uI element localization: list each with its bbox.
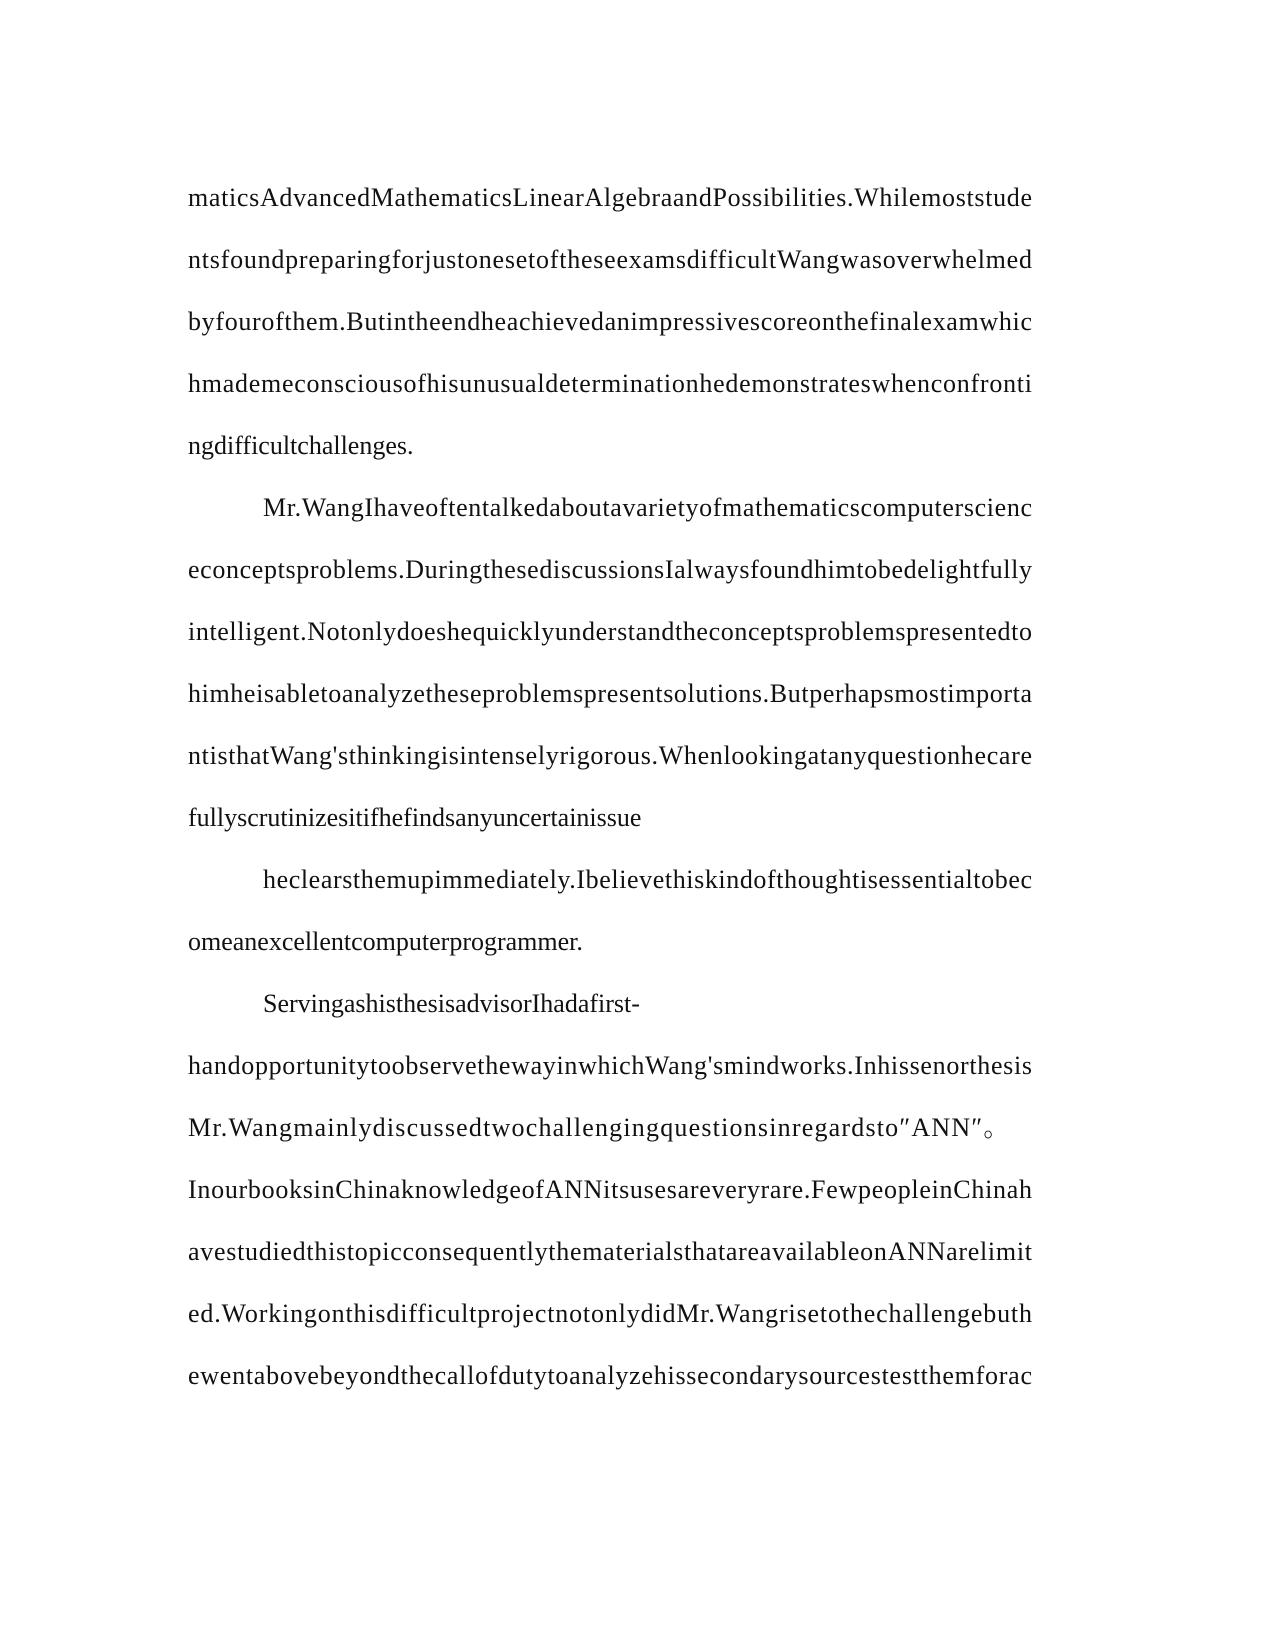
body-text [188, 167, 1088, 1407]
text-line: maticsAdvancedMathematicsLinearAlgebraandPossibilities.Whilemoststude [188, 183, 1033, 212]
text-line: heclearsthemupimmediately.Ibelievethiskindofthoughtisessentialtobec [263, 865, 1033, 894]
text-line: hmademeconsciousofhisunusualdeterminationhedemonstrateswhenconfronti [188, 369, 1033, 398]
text-line: omeanexcellentcomputerprogrammer. [188, 927, 583, 956]
text-line: Mr.WangIhaveoftentalkedaboutavarietyofmathematicscomputerscienc [263, 493, 1033, 522]
text-line: InourbooksinChinaknowledgeofANNitsusesareveryrare.FewpeopleinChinah [188, 1175, 1033, 1204]
text-line: ntisthatWang'sthinkingisintenselyrigorous.Whenlookingatanyquestionhecare [188, 741, 1033, 770]
text-line: avestudiedthistopicconsequentlythematerialsthatareavailableonANNarelimit [188, 1237, 1033, 1266]
text-line: Mr.Wangmainlydiscussedtwochallengingquestionsinregardsto″ANN″。 [188, 1113, 1011, 1142]
text-line: ed.WorkingonthisdifficultprojectnotonlydidMr.Wangrisetothechallengebuth [188, 1299, 1033, 1328]
text-line: ewentabovebeyondthecallofdutytoanalyzehissecondarysourcestestthemforac [188, 1361, 1033, 1390]
text-line: econceptsproblems.DuringthesediscussionsIalwaysfoundhimtobedelightfully [188, 555, 1033, 584]
text-line: ntsfoundpreparingforjustonesetoftheseexamsdifficultWangwasoverwhelmed [188, 245, 1033, 274]
text-line: himheisabletoanalyzetheseproblemspresentsolutions.Butperhapsmostimporta [188, 679, 1033, 708]
text-line: fullyscrutinizesitifhefindsanyuncertainissue [188, 803, 642, 832]
text-line: intelligent.Notonlydoeshequicklyunderstandtheconceptsproblemspresentedto [188, 617, 1033, 646]
text-line: ServingashisthesisadvisorIhadafirst- [263, 989, 640, 1018]
text-line: ngdifficultchallenges. [188, 431, 414, 460]
text-line: byfourofthem.Butintheendheachievedanimpressivescoreonthefinalexamwhic [188, 307, 1033, 336]
text-line: handopportunitytoobservethewayinwhichWang'smindworks.Inhissenorthesis [188, 1051, 1033, 1080]
